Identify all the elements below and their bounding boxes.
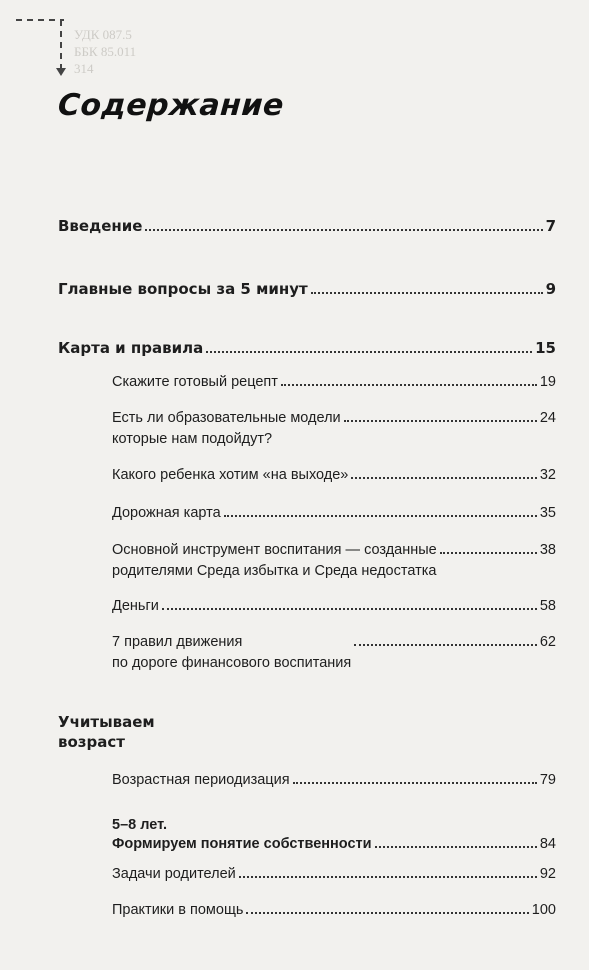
dot-leader xyxy=(145,229,542,231)
toc-entry-age-periods[interactable] xyxy=(112,770,556,791)
toc-entry-label: 7 правил движения по дороге финансового воспитания xyxy=(112,634,352,671)
toc-entry-seven-rules[interactable] xyxy=(112,632,556,674)
dot-leader xyxy=(281,384,537,386)
toc-entry-page: 7 xyxy=(545,217,556,235)
section-heading-age: Учитываем возраст xyxy=(58,713,155,751)
toc-entry-money[interactable] xyxy=(112,596,556,617)
toc-entry-label: Есть ли образовательные модели которые нам подойдут? xyxy=(112,410,341,447)
toc-entry-label: Деньги xyxy=(112,598,159,614)
toc-entry-page: 9 xyxy=(545,280,556,298)
toc-entry-models[interactable] xyxy=(112,408,556,450)
toc-entry-child-output[interactable] xyxy=(112,465,556,486)
toc-entry-label: Скажите готовый рецепт xyxy=(112,374,278,390)
toc-entry-label: Практики в помощь xyxy=(112,902,244,918)
toc-entry-page: 15 xyxy=(535,339,556,357)
toc-entry-label: Главные вопросы за 5 минут xyxy=(58,280,308,298)
dot-leader xyxy=(344,420,537,422)
toc-entry-parent-tasks[interactable] xyxy=(112,864,556,885)
dot-leader xyxy=(224,515,537,517)
toc-entry-label: Основной инструмент воспитания — созданные родителями Среда избытка и Среда недостатка xyxy=(112,542,437,579)
toc-entry-label: Формируем понятие собственности xyxy=(112,836,372,852)
toc-entry-label: Дорожная карта xyxy=(112,505,221,521)
toc-entry-page: 24 xyxy=(539,410,556,426)
toc-entry-page: 32 xyxy=(539,467,556,483)
toc-entry-page: 62 xyxy=(539,634,556,650)
dot-leader xyxy=(162,608,537,610)
toc-entry-label: Возрастная периодизация xyxy=(112,772,290,788)
dot-leader xyxy=(354,644,537,646)
toc-entry-main-questions[interactable] xyxy=(58,279,556,300)
dot-leader xyxy=(311,292,543,294)
dot-leader xyxy=(206,351,532,353)
subsection-heading-age-range: 5–8 лет. xyxy=(112,817,167,833)
page-title: Содержание xyxy=(56,88,286,123)
crop-mark-icon xyxy=(14,16,66,80)
toc-entry-practices[interactable] xyxy=(112,900,556,921)
toc-entry-label: Введение xyxy=(58,217,143,235)
toc-entry-recipe[interactable] xyxy=(112,372,556,393)
toc-entry-road-map[interactable] xyxy=(112,503,556,524)
bleed-through-text: УДК 087.5 ББК 85.011 314 xyxy=(74,27,137,76)
toc-entry-page: 35 xyxy=(539,505,556,521)
toc-entry-page: 38 xyxy=(539,542,556,558)
toc-entry-label: Задачи родителей xyxy=(112,866,236,882)
toc-entry-ownership[interactable] xyxy=(112,834,556,855)
toc-entry-page: 92 xyxy=(539,866,556,882)
toc-entry-page: 58 xyxy=(539,598,556,614)
toc-entry-map-rules[interactable] xyxy=(58,338,556,359)
dot-leader xyxy=(375,846,537,848)
toc-entry-label: Карта и правила xyxy=(58,339,204,357)
dot-leader xyxy=(293,782,537,784)
toc-entry-intro[interactable] xyxy=(58,216,556,237)
toc-entry-page: 84 xyxy=(539,836,556,852)
dot-leader xyxy=(246,912,528,914)
toc-entry-page: 100 xyxy=(531,902,556,918)
dot-leader xyxy=(440,552,537,554)
toc-entry-page: 19 xyxy=(539,374,556,390)
toc-entry-main-tool[interactable] xyxy=(112,540,556,582)
toc-entry-label: Какого ребенка хотим «на выходе» xyxy=(112,467,349,483)
dot-leader xyxy=(351,477,536,479)
dot-leader xyxy=(239,876,537,878)
toc-entry-page: 79 xyxy=(539,772,556,788)
